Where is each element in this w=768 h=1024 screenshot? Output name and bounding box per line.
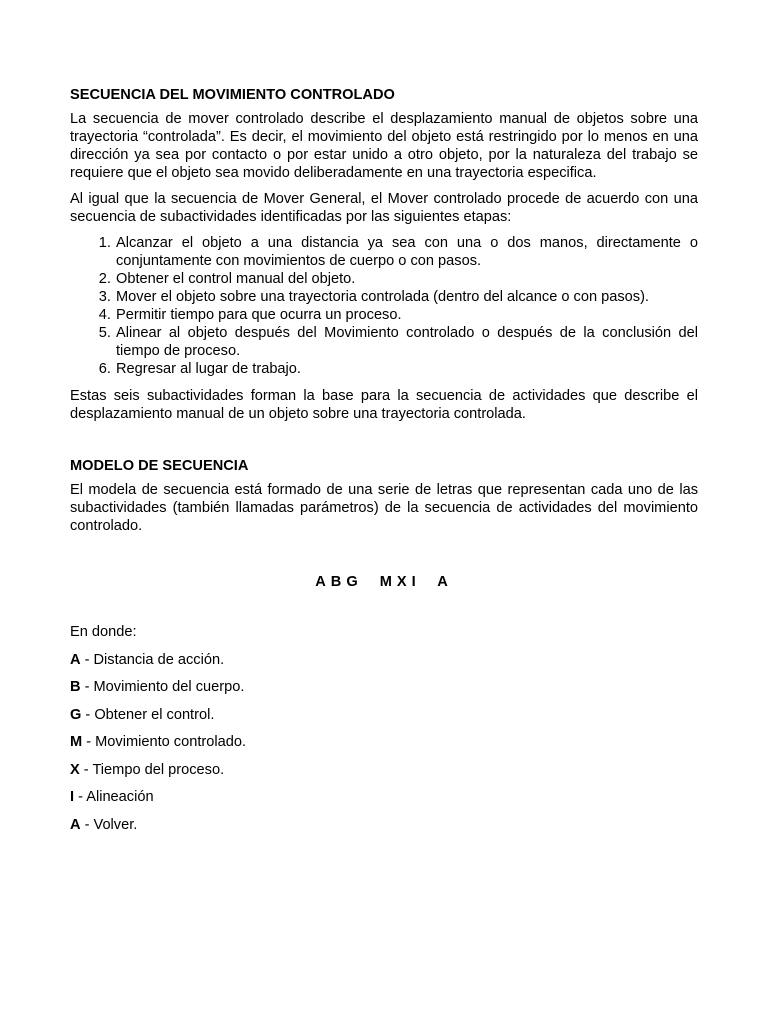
definition-letter: M bbox=[70, 734, 83, 750]
definition-item bbox=[70, 761, 698, 779]
definition-item bbox=[70, 816, 698, 834]
definition-text: - Obtener el control. bbox=[81, 706, 215, 723]
definition-letter: A bbox=[70, 816, 81, 833]
paragraph-modelo: El modela de secuencia está formado de una serie de letras que representan cada uno de las subactividades (también llamadas parámetros) de la secuencia de actividades del movimiento controlado. bbox=[70, 482, 698, 534]
sequence-formula: ABG MXI A bbox=[315, 574, 453, 590]
definitions-list bbox=[70, 623, 698, 834]
definition-text: - Alineación bbox=[74, 789, 154, 805]
definition-text: - Movimiento controlado. bbox=[82, 734, 247, 750]
definition-text: - Tiempo del proceso. bbox=[79, 761, 225, 778]
paragraph-stages: Al igual que la secuencia de Mover General, el Mover controlado procede de acuerdo con una secuencia de subactividades identificadas por las siguientes etapas: bbox=[70, 191, 698, 225]
definition-item bbox=[70, 706, 698, 724]
section-spacer bbox=[70, 431, 698, 457]
definition-letter: G bbox=[70, 706, 82, 723]
paragraph-summary: Estas seis subactividades forman la base para la secuencia de actividades que describe el desplazamiento manual de un objeto sobre una trayectoria controlada. bbox=[70, 388, 698, 422]
definition-text: - Volver. bbox=[80, 816, 138, 833]
list-item: 4. Permitir tiempo para que ocurra un proceso. bbox=[115, 306, 698, 324]
definition-letter: B bbox=[70, 679, 81, 695]
steps-list bbox=[70, 234, 698, 378]
section-title-modelo: MODELO DE SECUENCIA bbox=[70, 458, 249, 474]
paragraph-intro: La secuencia de mover controlado describe el desplazamiento manual de objetos sobre una trayectoria “controlada”. Es decir, el movimiento del objeto está restringido por lo menos en una dirección ya sea por contacto o por estar unido a otro objeto, por la naturaleza del trabajo se requiere que el objeto sea movido deliberadamente en una trayectoria especifica. bbox=[70, 111, 698, 181]
definition-item bbox=[70, 733, 698, 751]
list-item: 6. Regresar al lugar de trabajo. bbox=[115, 360, 698, 378]
definition-item bbox=[70, 651, 698, 669]
definition-item bbox=[70, 788, 698, 806]
definition-letter: I bbox=[70, 789, 75, 805]
definition-letter: X bbox=[70, 761, 80, 778]
definition-text: - Distancia de acción. bbox=[80, 651, 225, 668]
list-item: 1. Alcanzar el objeto a una distancia ya sea con una o dos manos, directamente o conjuntamente con movimientos de cuerpo o con pasos. bbox=[115, 234, 698, 270]
section-title-secuencia: SECUENCIA DEL MOVIMIENTO CONTROLADO bbox=[70, 87, 395, 103]
definitions-intro: En donde: bbox=[70, 624, 137, 640]
list-item: 5. Alinear al objeto después del Movimiento controlado o después de la conclusión del tiempo de proceso. bbox=[115, 324, 698, 360]
definition-item bbox=[70, 678, 698, 696]
definition-letter: A bbox=[70, 651, 81, 668]
definition-text: - Movimiento del cuerpo. bbox=[80, 679, 245, 695]
list-item: 2. Obtener el control manual del objeto. bbox=[115, 270, 698, 288]
list-item: 3. Mover el objeto sobre una trayectoria controlada (dentro del alcance o con pasos). bbox=[115, 288, 698, 306]
